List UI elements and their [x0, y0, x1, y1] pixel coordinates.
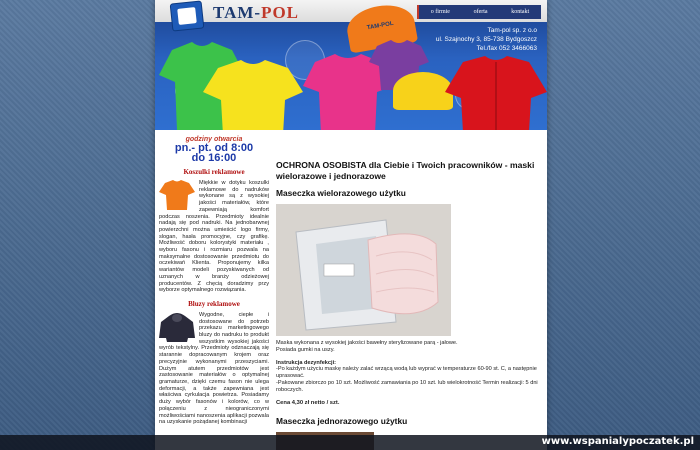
yellow-cap-image: [393, 72, 453, 110]
company-name: Tam-pol sp. z o.o: [487, 27, 537, 34]
brand-prefix: TAM-: [213, 3, 262, 22]
sidebar-section-title[interactable]: Koszulki reklamowe: [183, 168, 245, 176]
mask-product-image[interactable]: [276, 204, 451, 336]
caption-line: Maska wykonana z wysokiej jakości bawełny sterylizowane parą - jałowe.: [276, 340, 458, 346]
page: [155, 0, 547, 450]
cap-brand-text: TAM-POL: [366, 20, 395, 32]
page-heading: OCHRONA OSOBISTA dla Ciebie i Twoich pracowników - maski wielorazowe i jednorazowe: [276, 160, 535, 181]
opening-hours-banner: [162, 136, 266, 166]
sidebar-section-text: [159, 180, 269, 294]
instruction-line: -Pakowane zbiorczo po 10 szt. Możliwość zamawiania po 10 szt. lub wielokrotność Termin realizacji: 5 dni roboczych.: [276, 379, 538, 393]
sidebar-section-text: [159, 312, 269, 426]
nav-about[interactable]: o firmie: [430, 9, 450, 15]
company-phone: Tel./fax 052 3466063: [476, 45, 537, 52]
hours-label: godziny otwarcia: [185, 136, 243, 143]
watermark-link[interactable]: www.wspanialypoczatek.pl: [541, 436, 694, 447]
instruction-line: -Po każdym użyciu maskę należy zalać wrzącą wodą lub wyprać w temperaturze 60-90 st. C, a następnie uprasować.: [276, 366, 537, 380]
product-title: Maseczka wielorazowego użytku: [276, 188, 406, 198]
brand-suffix: POL: [261, 3, 300, 22]
nav-offer[interactable]: oferta: [473, 9, 488, 15]
brand-logo[interactable]: [213, 3, 299, 23]
company-address: ul. Szajnochy 3, 85-738 Bydgoszcz: [435, 36, 537, 43]
hours-end: do 16:00: [191, 152, 237, 164]
sidebar-section-body: Miękkie w dotyku koszulki reklamowe do nadruków wykonane są z wysokiej jakości materiałów, które zapewniają komfort podczas noszenia. Przedmioty idealnie nadają się pod nadruki. Na jednobarwnej powierzchni można umieścić logo firmy, slogan, hasła promocyjne, czy grafikę. Możliwość doboru kolorystyki materiału , wyboru fasonu i rozmiaru pozwala na maksymalne dostosowanie przedmiotu do oczekiwań Klienta. Proponujemy kilka wariantów modeli pozyskiwanych od uznanych w branży odzieżowej producentów. Z chęcią doradzimy przy wyborze optymalnego rozwiązania.: [159, 180, 269, 294]
sidebar-section-body: Wygodne, ciepłe i dostosowane do potrzeb przekazu marketingowego bluzy do nadruku to produkt wszystkim wysokiej jakości wyrób tekstylny. Przedmioty odznaczają się starannie dopracowanym krojem oraz precyzyjnie wykonanymi przeszyciami. Dużym atutem przedmiotów jest zastosowanie materiałów o optymalnej gramaturze, dzięki czemu fason nie ulega deformacji, a także zapewniana jest właściwa cyrkulacja powietrza. Posiadamy duży wybór fasonów i kolorów, co w połączeniu z nieograniczonymi możliwościami nanoszenia aplikacji pozwala na uzyskanie pożądanej kombinacji: [159, 311, 269, 426]
sidebar: [159, 136, 269, 426]
logo-icon[interactable]: [170, 0, 205, 31]
product-title: Maseczka jednorazowego użytku: [276, 415, 408, 426]
red-jacket-image: [445, 56, 547, 130]
yellow-shirt-image: [203, 60, 303, 130]
hoodie-icon[interactable]: [159, 312, 195, 342]
top-nav: [417, 5, 541, 19]
caption-line: Posiada gumki na uszy.: [276, 346, 335, 353]
company-info: [436, 26, 537, 53]
main-content: [276, 160, 538, 450]
hours-days: pn.- pt. od 8:00: [174, 142, 254, 154]
product-description: [276, 340, 538, 354]
header-banner: [155, 0, 547, 130]
watermark-bar: [0, 435, 700, 450]
instructions-text: [276, 366, 538, 393]
sidebar-section-title[interactable]: Bluzy reklamowe: [188, 299, 240, 308]
mask-photo-drawing: [276, 204, 451, 336]
instructions-title: Instrukcja dezynfekcji:: [276, 359, 336, 366]
product-price: Cena 4,30 zł netto / szt.: [276, 399, 340, 406]
nav-contact[interactable]: kontakt: [511, 9, 530, 15]
orange-tshirt-icon[interactable]: [159, 180, 195, 210]
